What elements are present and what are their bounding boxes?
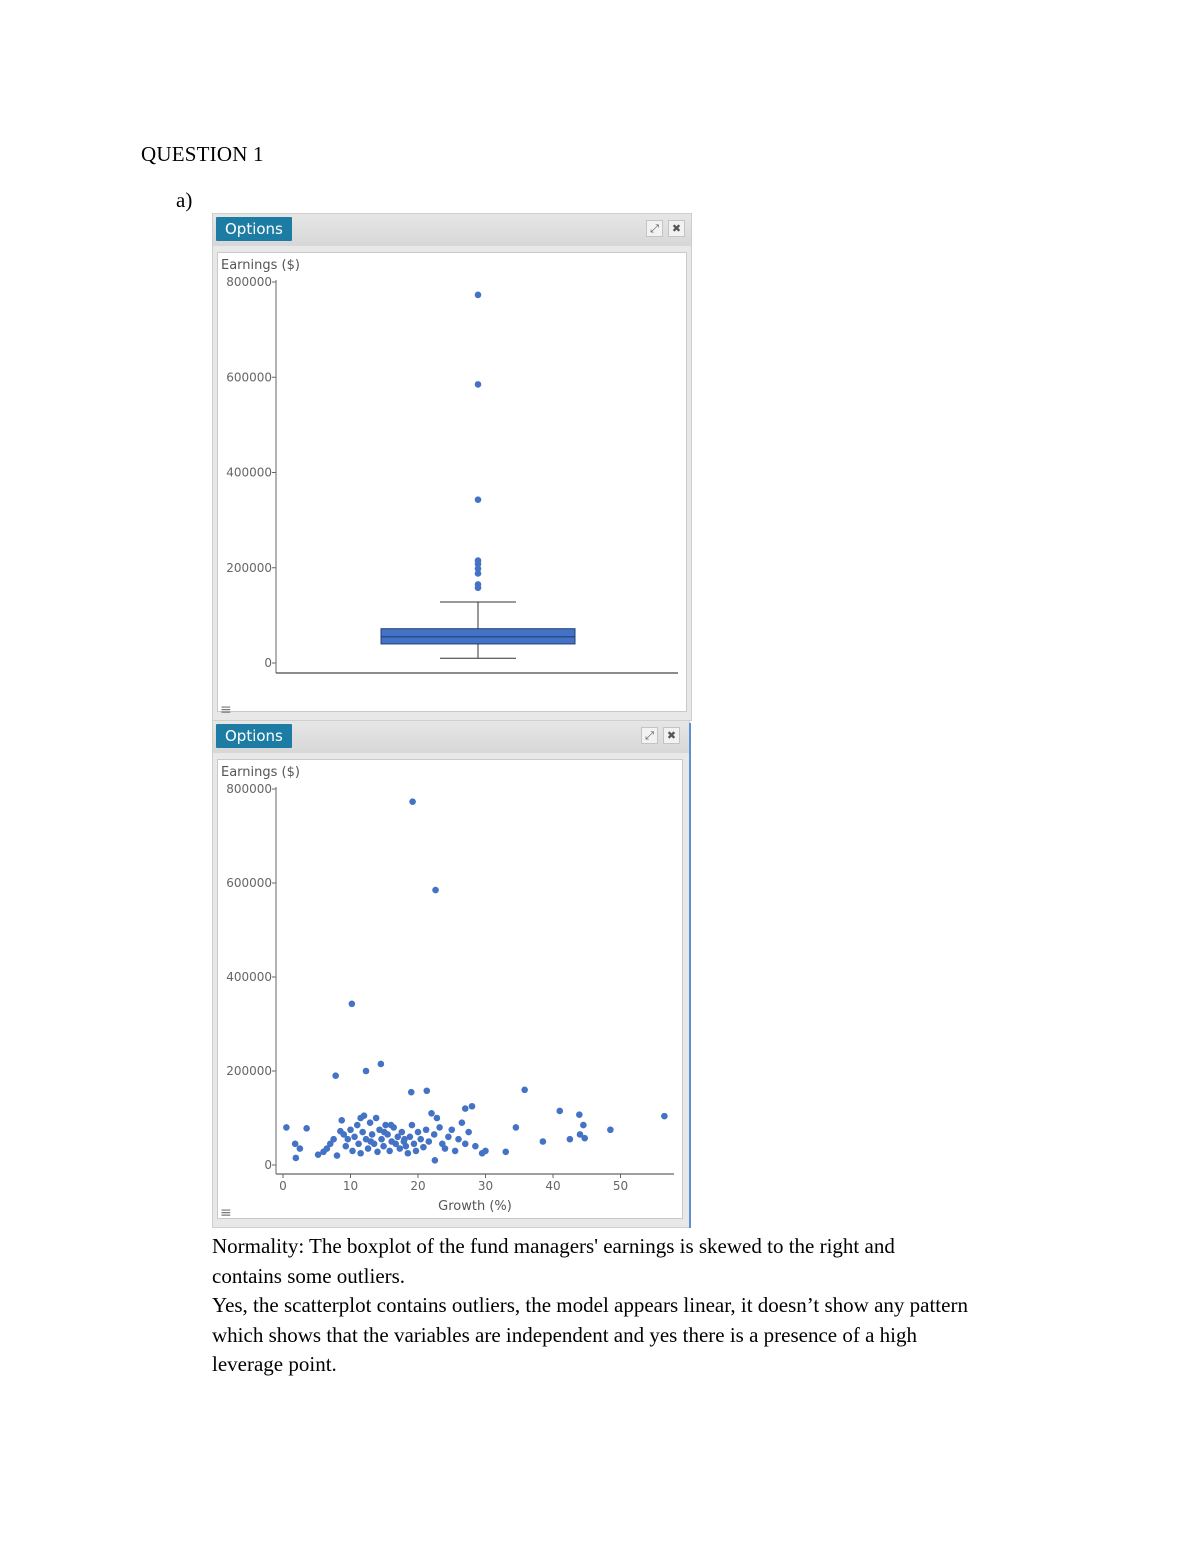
x-tick-label: 10: [342, 1179, 359, 1193]
panel-titlebar: [213, 721, 689, 753]
scatter-point: [334, 1152, 341, 1159]
scatter-point: [445, 1134, 452, 1141]
scatter-point: [423, 1126, 430, 1133]
x-tick-label: 40: [545, 1179, 561, 1193]
scatter-point: [580, 1122, 587, 1129]
answer-line: leverage point.: [212, 1352, 337, 1376]
hamburger-menu-icon[interactable]: ≡: [220, 702, 232, 718]
x-tick-label: 0: [279, 1179, 287, 1193]
scatter-point: [283, 1124, 290, 1131]
scatter-point: [472, 1143, 479, 1150]
scatter-point: [378, 1136, 385, 1143]
scatter-point: [303, 1125, 310, 1132]
scatter-point: [459, 1119, 466, 1126]
scatter-point: [431, 1131, 438, 1138]
x-axis-label: Growth (%): [438, 1199, 512, 1214]
scatter-point: [581, 1135, 588, 1142]
scatter-point: [409, 798, 416, 805]
scatter-point: [455, 1136, 462, 1143]
boxplot-panel: [212, 213, 692, 721]
scatter-point: [386, 1148, 393, 1155]
outlier-point: [475, 581, 482, 588]
scatter-point: [293, 1155, 300, 1162]
scatter-point: [448, 1126, 455, 1133]
panel-titlebar: [213, 214, 691, 246]
scatter-point: [567, 1136, 574, 1143]
scatter-point: [556, 1108, 563, 1115]
expand-icon[interactable]: ⤢: [641, 727, 658, 744]
y-tick-label: 200000: [226, 1064, 272, 1078]
y-tick-label: 0: [264, 656, 272, 670]
scatter-point: [540, 1138, 547, 1145]
scatter-point: [330, 1136, 337, 1143]
close-icon[interactable]: ✖: [663, 727, 680, 744]
scatter-point: [396, 1145, 403, 1152]
scatter-point: [345, 1136, 352, 1143]
scatter-point: [359, 1129, 366, 1136]
scatter-point: [411, 1141, 418, 1148]
expand-icon[interactable]: ⤢: [646, 220, 663, 237]
scatter-point: [408, 1089, 415, 1096]
scatter-point: [378, 1061, 385, 1068]
scatter-point: [426, 1138, 433, 1145]
y-tick-label: 400000: [226, 465, 272, 480]
scatter-point: [373, 1115, 380, 1122]
scatter-point: [349, 1148, 356, 1155]
scatter-point: [355, 1141, 362, 1148]
scatter-point: [357, 1115, 364, 1122]
scatter-point: [415, 1129, 422, 1136]
scatter-point: [403, 1143, 410, 1150]
answer-text: [212, 1232, 1082, 1380]
y-axis-label: Earnings ($): [221, 258, 300, 273]
part-label: a): [176, 188, 193, 212]
scatter-point: [380, 1143, 387, 1150]
options-button[interactable]: Options: [216, 217, 292, 241]
outlier-point: [475, 496, 482, 503]
scatter-point: [409, 1122, 416, 1129]
outlier-point: [475, 381, 482, 388]
x-tick-label: 50: [612, 1179, 629, 1193]
boxplot-chart: [218, 253, 688, 713]
scatter-point: [442, 1145, 449, 1152]
scatter-point: [374, 1149, 381, 1156]
scatter-point: [607, 1126, 614, 1133]
x-tick-label: 20: [410, 1179, 426, 1193]
scatter-point: [399, 1129, 406, 1136]
hamburger-menu-icon[interactable]: ≡: [220, 1205, 232, 1221]
scatter-point: [436, 1124, 443, 1131]
scatter-point: [423, 1087, 430, 1094]
scatter-point: [452, 1148, 459, 1155]
scatter-point: [351, 1134, 358, 1141]
scatter-point: [405, 1150, 412, 1157]
scatter-point: [342, 1143, 349, 1150]
y-tick-label: 800000: [226, 275, 272, 289]
scatter-point: [332, 1072, 339, 1079]
scatter-point: [365, 1145, 372, 1152]
scatter-point: [513, 1124, 520, 1131]
scatter-point: [388, 1122, 395, 1129]
options-button[interactable]: Options: [216, 724, 292, 748]
scatter-point: [521, 1087, 528, 1094]
scatter-point: [297, 1145, 304, 1152]
y-tick-label: 200000: [226, 560, 272, 575]
scatter-point: [347, 1126, 354, 1133]
scatter-point: [363, 1068, 370, 1075]
scatter-point: [661, 1113, 668, 1120]
close-icon[interactable]: ✖: [668, 220, 685, 237]
y-tick-label: 0: [264, 1158, 272, 1172]
scatter-point: [432, 1157, 439, 1164]
scatter-point: [502, 1149, 509, 1156]
scatter-point: [413, 1148, 420, 1155]
scatter-point: [432, 887, 439, 894]
scatterplot-panel: [212, 720, 690, 1228]
boxplot-area: [217, 252, 687, 712]
scatter-point: [420, 1144, 427, 1151]
scatter-point: [357, 1150, 364, 1157]
answer-line: which shows that the variables are independent and yes there is a presence of a high: [212, 1322, 917, 1347]
answer-line: contains some outliers.: [212, 1263, 406, 1288]
scatter-point: [462, 1105, 469, 1112]
y-tick-label: 600000: [226, 370, 272, 385]
outlier-point: [475, 557, 482, 564]
scatter-point: [401, 1136, 408, 1143]
scatter-point: [482, 1148, 489, 1155]
scatter-point: [367, 1138, 374, 1145]
scatter-point: [354, 1122, 361, 1129]
scatter-point: [417, 1136, 424, 1143]
y-tick-label: 600000: [226, 876, 272, 890]
outlier-point: [475, 292, 482, 299]
y-tick-label: 400000: [226, 970, 272, 984]
scatter-point: [434, 1115, 441, 1122]
y-tick-label: 800000: [226, 782, 272, 796]
x-tick-label: 30: [477, 1179, 494, 1193]
answer-line: Yes, the scatterplot contains outliers, the model appears linear, it doesn’t show any pattern: [212, 1293, 968, 1317]
scatter-chart: [218, 760, 684, 1220]
y-axis-label: Earnings ($): [221, 765, 300, 780]
scatter-point: [349, 1000, 356, 1007]
scatter-point: [576, 1111, 583, 1118]
scatter-point: [469, 1103, 476, 1110]
scatter-point: [369, 1131, 376, 1138]
scatter-point: [428, 1110, 435, 1117]
scatter-point: [381, 1129, 388, 1136]
scatter-point: [462, 1141, 469, 1148]
scatter-point: [367, 1119, 374, 1126]
scatter-point: [292, 1141, 299, 1148]
scrollbar-edge: [689, 723, 691, 1228]
answer-line: Normality: The boxplot of the fund managers' earnings is skewed to the right and: [212, 1234, 895, 1258]
scatter-point: [465, 1129, 472, 1136]
scatter-point: [338, 1117, 345, 1124]
question-heading: QUESTION 1: [141, 142, 264, 166]
scatterplot-area: [217, 759, 683, 1219]
